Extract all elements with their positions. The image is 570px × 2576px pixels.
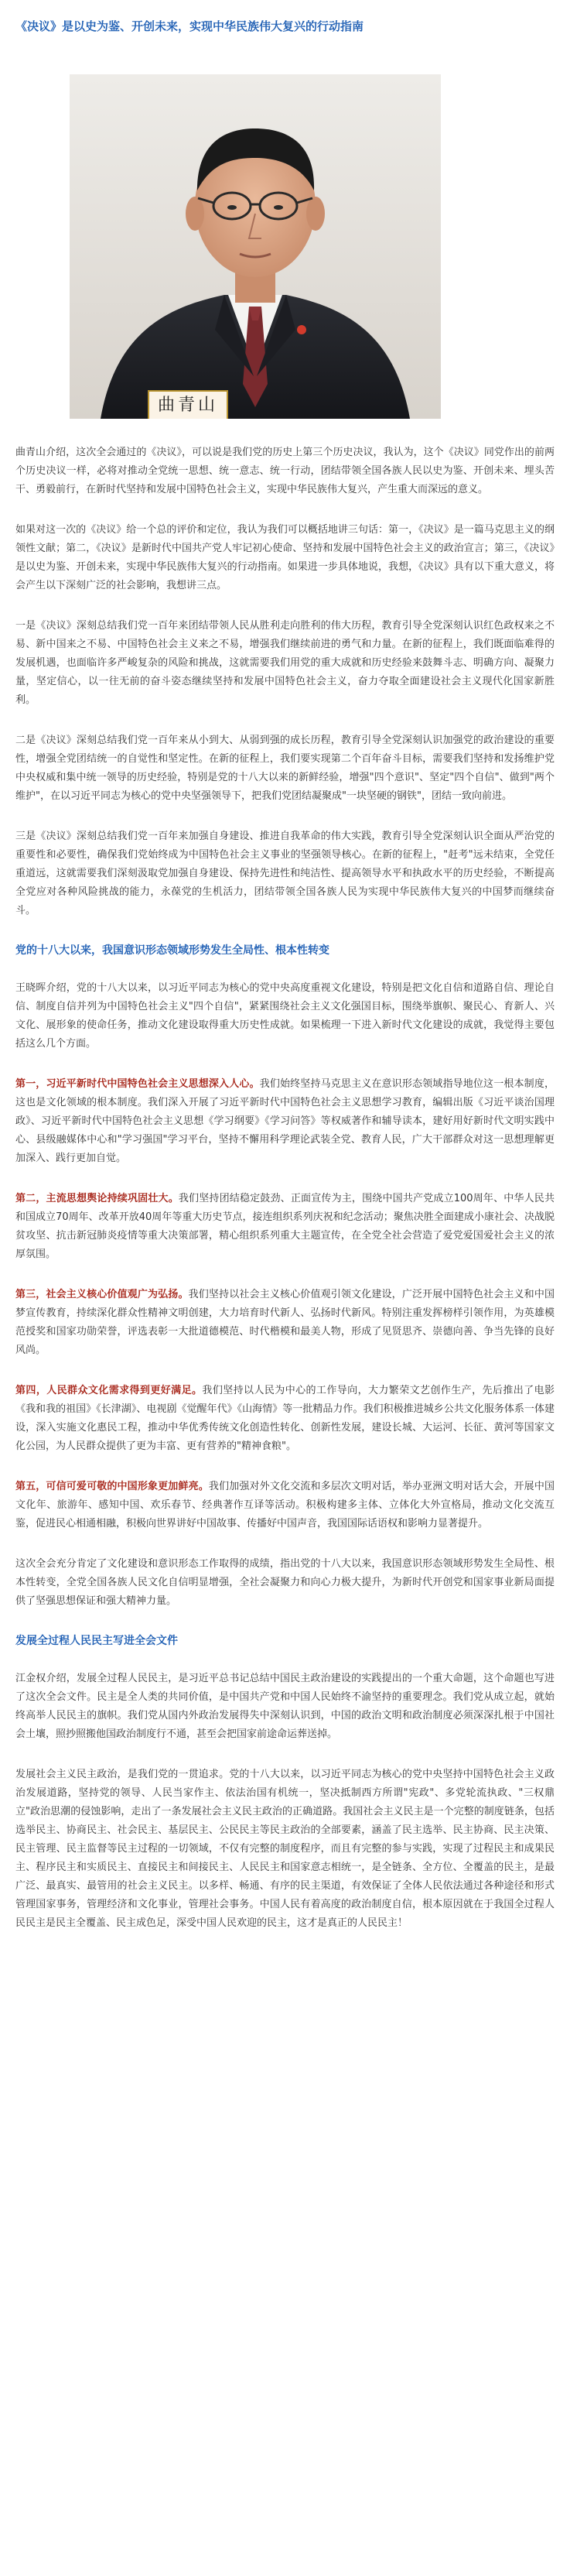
paragraph-text: 我们坚持以社会主义核心价值观引领文化建设，广泛开展中国特色社会主义和中国梦宣传教育，持续深化群众性精神文明创建，大力培育时代新人、弘扬时代新风。特别注重发挥榜样引领作用，为英雄模范授奖和国家功勋荣誉，评选表彰一大批道德模范、时代楷模和最美人物，形成了见贤思齐、崇德向善、争当先锋的良好风尚。: [15, 1289, 555, 1356]
paragraph: 发展社会主义民主政治，是我们党的一贯追求。党的十八大以来，以习近平同志为核心的党中央坚持中国特色社会主义政治发展道路，坚持党的领导、人民当家作主、依法治国有机统一，坚决抵制西方所谓"宪政"、多党轮流执政、"三权鼎立"政治思潮的侵蚀影响，走出了一条发展社会主义民主政治的正确道路。我国社会主义民主是一个完整的制度链条，包括选举民主、协商民主、社会民主、基层民主、公民民主等民主政治的全部要素，涵盖了民主选举、民主协商、民主决策、民主管理、民主监督等民主过程的一切领域，不仅有完整的制度程序，而且有完整的参与实践，实现了过程民主和成果民主、程序民主和实质民主、直接民主和间接民主、人民民主和国家意志相统一，是全链条、全方位、全覆盖的民主，是最广泛、最真实、最管用的社会主义民主。以多样、畅通、有序的民主渠道，有效保证了全体人民依法通过各种途径和形式管理国家事务，管理经济和文化事业，管理社会事务。中国人民有着高度的政治制度自信，根本原因就在于我国全过程人民民主是民主全覆盖、民主成色足，深受中国人民欢迎的民主，这才是真正的人民民主！: [15, 1769, 555, 1929]
paragraph-text: 我们加强对外文化交流和多层次文明对话，举办亚洲文明对话大会，开展中国文化年、旅游年、感知中国、欢乐春节、经典著作互译等活动。积极构建多主体、立体化大外宣格局，推动文化交流互鉴，促进民心相通相融，积极向世界讲好中国故事、传播好中国声音，我国国际话语权和影响力显著提升。: [15, 1481, 555, 1530]
paragraph: 如果对这一次的《决议》给一个总的评价和定位，我认为我们可以概括地讲三句话：第一，《决议》是一篇马克思主义的纲领性文献；第二，《决议》是新时代中国共产党人牢记初心使命、坚持和发展中国特色社会主义的政治宣言；第三，《决议》是以史为鉴、开创未来，实现中华民族伟大复兴的行动指南。如果进一步具体地说，我想，《决议》具有以下重大意义，将会产生以下深刻广泛的社会影响，我想讲三点。: [15, 524, 555, 591]
name-plate: 曲青山: [148, 390, 228, 419]
paragraph-lead: 第一，习近平新时代中国特色社会主义思想深入人心。: [15, 1078, 260, 1090]
paragraph: 二是《决议》深刻总结我们党一百年来从小到大、从弱到强的成长历程，教育引导全党深刻认识加强党的政治建设的重要性，增强全党团结统一的自觉性和坚定性。在新的征程上，我们要实现第二个百年奋斗目标，需要我们坚持和发扬维护党中央权威和集中统一领导的历史经验，特别是党的十八大以来的新鲜经验，增强"四个意识"、坚定"四个自信"、做到"两个维护"，在以习近平同志为核心的党中央坚强领导下，把我们党团结凝聚成"一块坚硬的钢铁"，团结一致向前进。: [15, 735, 555, 802]
speaker-photo-image: [70, 74, 441, 419]
paragraph: [15, 1555, 555, 1611]
paragraph: [15, 1286, 555, 1360]
speaker-photo: [70, 74, 441, 419]
paragraph: [15, 1478, 555, 1533]
paragraph-text: 我们坚持团结稳定鼓劲、正面宣传为主，围绕中国共产党成立100周年、中华人民共和国成立70周年、改革开放40周年等重大历史节点，接连组织系列庆祝和纪念活动；聚焦决胜全面建成小康社会、决战脱贫攻坚、抗击新冠肺炎疫情等重大决策部署，精心组织系列重大主题宣传，在全党全社会营造了爱党爱国爱社会主义的浓厚氛围。: [15, 1193, 555, 1260]
section-heading: 党的十八大以来，我国意识形态领域形势发生全局性、根本性转变: [15, 944, 329, 957]
paragraph: [15, 1382, 555, 1456]
article-title: 《决议》是以史为鉴、开创未来，实现中华民族伟大复兴的行动指南: [15, 19, 364, 33]
paragraph: 一是《决议》深刻总结我们党一百年来团结带领人民从胜利走向胜利的伟大历程，教育引导全党深刻认识红色政权来之不易、新中国来之不易、中国特色社会主义来之不易，增强我们继续前进的勇气和力量。在新的征程上，我们既面临难得的发展机遇，也面临许多严峻复杂的风险和挑战，这就需要我们用党的重大成就和历史经验来鼓舞斗志、明确方向、凝聚力量，坚定信心，以一往无前的奋斗姿态继续坚持和发展中国特色社会主义，奋力夺取全面建设社会主义现代化国家新胜利。: [15, 620, 555, 706]
paragraph-text: 我们始终坚持马克思主义在意识形态领域指导地位这一根本制度，这也是文化领域的根本制度。我们深入开展了习近平新时代中国特色社会主义思想学习教育，编辑出版《习近平谈治国理政》、习近平新时代中国特色社会主义思想《学习纲要》《学习问答》等权威著作和辅导读本，建好用好新时代文明实践中心、县级融媒体中心和"学习强国"学习平台，坚持不懈用科学理论武装全党、教育人民，广大干部群众对这一思想理解更加深入、践行更加自觉。: [15, 1078, 555, 1164]
paragraph-lead: 第三，社会主义核心价值观广为弘扬。: [15, 1289, 189, 1300]
paragraph-text: 我们坚持以人民为中心的工作导向，大力繁荣文艺创作生产，先后推出了电影《我和我的祖国》《长津湖》、电视剧《觉醒年代》《山海情》等一批精品力作。我们积极推进城乡公共文化服务体系一体建设，深入实施文化惠民工程，推动中华优秀传统文化创造性转化、创新性发展，建设长城、大运河、长征、黄河等国家文化公园，为人民群众提供了更为丰富、更有营养的"精神食粮"。: [15, 1385, 555, 1452]
section-heading: 发展全过程人民民主写进全会文件: [15, 1635, 178, 1647]
paragraph: 江金权介绍，发展全过程人民民主，是习近平总书记总结中国民主政治建设的实践提出的一个重大命题，这个命题也写进了这次全会文件。民主是全人类的共同价值，是中国共产党和中国人民始终不渝坚持的重要理念。我们党从成立起，就始终高举人民民主的旗帜。我们党从国内外政治发展得失中深刻认识到，中国的政治文明和政治制度必须深深扎根于中国社会土壤，照抄照搬他国政治制度行不通，甚至会把国家前途命运葬送掉。: [15, 1673, 555, 1740]
article: [15, 19, 555, 1954]
paragraph: [15, 1190, 555, 1264]
paragraph: [15, 979, 555, 1053]
paragraph: 曲青山介绍，这次全会通过的《决议》，可以说是我们党的历史上第三个历史决议，我认为，这个《决议》同党作出的前两个历史决议一样，必将对推动全党统一思想、统一意志、统一行动，团结带领全国各族人民以史为鉴、开创未来、埋头苦干、勇毅前行，在新时代坚持和发展中国特色社会主义，实现中华民族伟大复兴，产生重大而深远的意义。: [15, 447, 555, 495]
paragraph-lead: 第五，可信可爱可敬的中国形象更加鲜亮。: [15, 1481, 209, 1492]
paragraph-text: 王晓晖介绍，党的十八大以来，以习近平同志为核心的党中央高度重视文化建设，特别是把文化自信和道路自信、理论自信、制度自信并列为中国特色社会主义"四个自信"，紧紧围绕社会主义文化强国目标，围绕举旗帜、聚民心、育新人、兴文化、展形象的使命任务，推动文化建设取得重大历史性成就。如果梳理一下进入新时代文化建设的成就，我觉得主要包括这么几个方面。: [15, 982, 555, 1050]
paragraph-lead: 第四，人民群众文化需求得到更好满足。: [15, 1385, 203, 1396]
paragraph: [15, 1075, 555, 1168]
paragraph: 三是《决议》深刻总结我们党一百年来加强自身建设、推进自我革命的伟大实践，教育引导全党深刻认识全面从严治党的重要性和必要性，确保我们党始终成为中国特色社会主义事业的坚强领导核心。在新的征程上，"赶考"远未结束，全党任重道远，这就需要我们深刻汲取党加强自身建设、保持先进性和纯洁性、提高领导水平和执政水平的历史经验，不断提高全党应对各种风险挑战的能力，永葆党的生机活力，团结带领全国各族人民为实现中华民族伟大复兴的中国梦而继续奋斗。: [15, 831, 555, 916]
paragraph-text: 这次全会充分肯定了文化建设和意识形态工作取得的成绩，指出党的十八大以来，我国意识形态领域形势发生全局性、根本性转变，全党全国各族人民文化自信明显增强，全社会凝聚力和向心力极大提升，为新时代开创党和国家事业新局面提供了坚强思想保证和强大精神力量。: [15, 1558, 555, 1607]
paragraph-lead: 第二，主流思想舆论持续巩固壮大。: [15, 1193, 179, 1204]
article-body: [15, 444, 555, 1933]
